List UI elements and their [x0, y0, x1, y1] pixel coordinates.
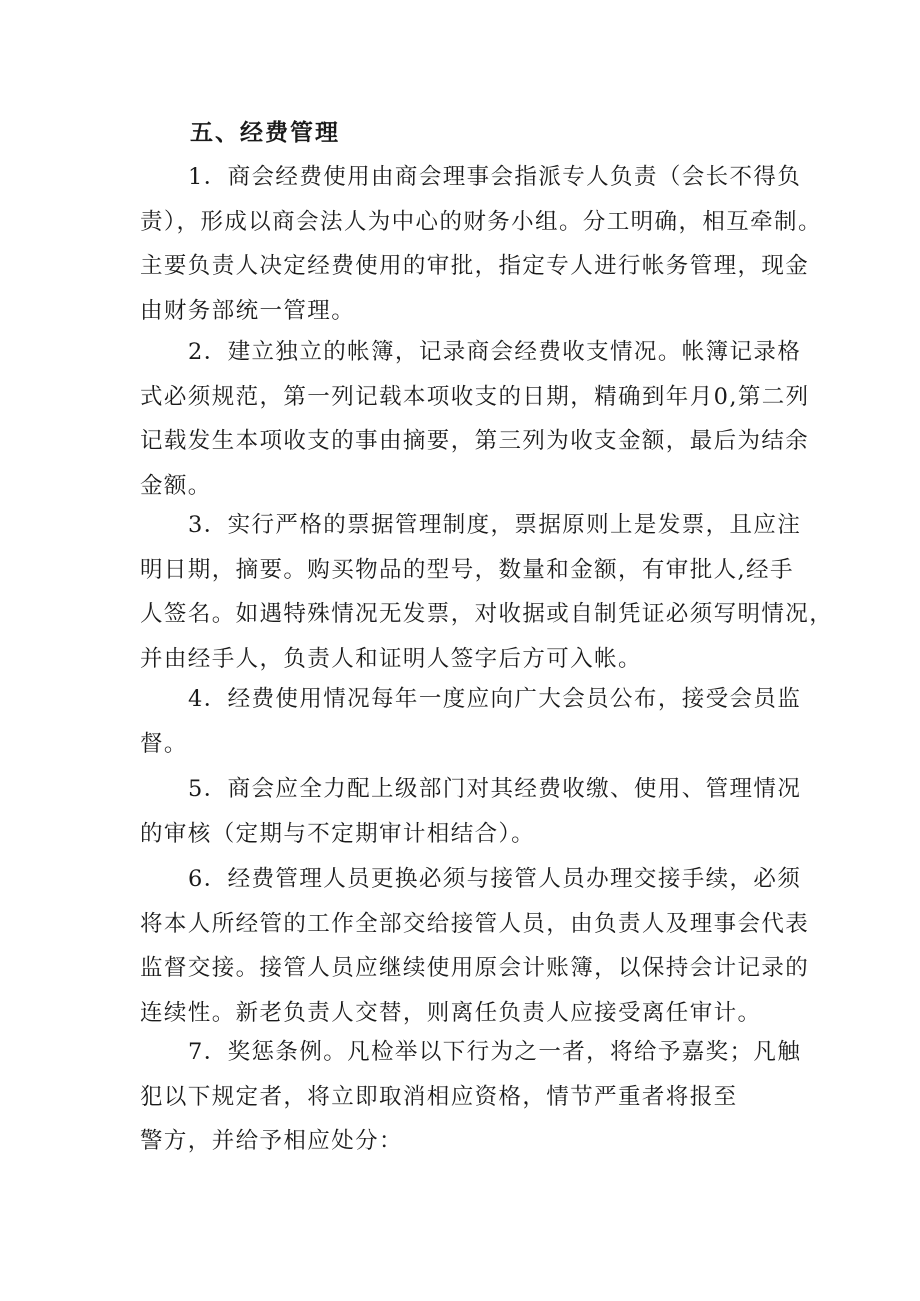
paragraph-line: 6．经费管理人员更换必须与接管人员办理交接手续，必须 — [188, 866, 802, 892]
paragraph-line: 并由经手人，负责人和证明人签字后方可入帐。 — [140, 645, 642, 672]
paragraph-line: 督。 — [140, 730, 188, 757]
paragraph-line: 将本人所经管的工作全部交给接管人员，由负责人及理事会代表 — [140, 910, 810, 937]
paragraph-line: 犯以下规定者，将立即取消相应资格，情节严重者将报至 — [140, 1083, 738, 1110]
paragraph-line: 主要负责人决定经费使用的审批，指定专人进行帐务管理，现金 — [140, 253, 810, 279]
paragraph-line: 连续性。新老负责人交替，则离任负责人应接受离任审计。 — [140, 999, 762, 1026]
paragraph-line: 记载发生本项收支的事由摘要，第三列为收支金额，最后为结余 — [140, 428, 810, 454]
paragraph-7 — [140, 1030, 802, 1164]
paragraph-5 — [140, 767, 802, 856]
paragraph-line: 5．商会应全力配上级部门对其经费收缴、使用、管理情况 — [188, 776, 802, 802]
paragraph-line: 的审核（定期与不定期审计相结合）。 — [140, 820, 536, 847]
paragraph-line: 责），形成以商会法人为中心的财务小组。分工明确，相互牵制。 — [140, 208, 822, 235]
section-heading: 五、经费管理 — [190, 119, 340, 146]
paragraph-line: 由财务部统一管理。 — [140, 297, 356, 324]
paragraph-line: 式必须规范，第一列记载本项收支的日期，精确到年月0,第二列 — [140, 383, 810, 410]
paragraph-line: 金额。 — [140, 472, 212, 499]
paragraph-1 — [140, 155, 822, 333]
paragraph-line: 4．经费使用情况每年一度应向广大会员公布，接受会员监 — [188, 686, 802, 712]
paragraph-line: 3．实行严格的票据管理制度，票据原则上是发票，且应注 — [188, 512, 802, 538]
paragraph-line: 明日期，摘要。购买物品的型号，数量和金额，有审批人,经手 — [140, 556, 794, 583]
paragraph-line: 警方，并给予相应处分： — [140, 1128, 403, 1154]
paragraph-3 — [140, 503, 834, 681]
paragraph-line: 2．建立独立的帐簿，记录商会经费收支情况。帐簿记录格 — [188, 339, 802, 365]
paragraph-line: 7．奖惩条例。凡检举以下行为之一者，将给予嘉奖；凡触 — [188, 1039, 802, 1065]
paragraph-2 — [140, 330, 810, 508]
paragraph-line: 人签名。如遇特殊情况无发票，对收据或自制凭证必须写明情况， — [140, 601, 834, 627]
paragraph-4 — [140, 677, 802, 766]
paragraph-line: 监督交接。接管人员应继续使用原会计账簿，以保持会计记录的 — [140, 955, 810, 981]
paragraph-line: 1．商会经费使用由商会理事会指派专人负责（会长不得负 — [188, 164, 802, 190]
paragraph-6 — [140, 857, 810, 1035]
